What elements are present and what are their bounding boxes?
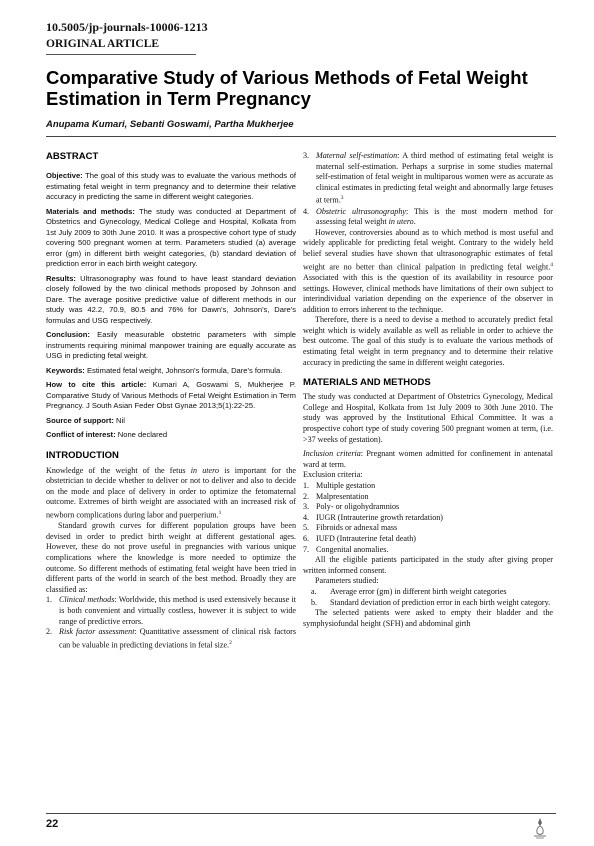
inclusion-criteria: Inclusion criteria: Pregnant women admitted for confinement in antenatal ward at term. <box>303 449 553 469</box>
list-item: b. Standard deviation of prediction error in each birth weight category. <box>311 597 551 607</box>
introduction-heading: INTRODUCTION <box>46 449 119 461</box>
methods-paragraph-3: The selected patients were asked to empty their bladder and the symphysiofundal height (SFH) and abdominal girth <box>303 608 553 628</box>
exclusion-criteria-label: Exclusion criteria: <box>303 470 363 480</box>
page-number: 22 <box>46 818 59 830</box>
article-type-rule <box>46 54 196 55</box>
list-item: a. Average error (gm) in different birth weight categories <box>311 586 507 596</box>
source-of-support: Source of support: Nil <box>46 415 125 425</box>
list-item: 2. Risk factor assessment: Quantitative assessment of clinical risk factors can be valuable in predicting deviations in fetal size.$^2$ <box>46 627 296 650</box>
list-item: 1. Multiple gestation <box>303 481 376 490</box>
intro-paragraph-4: Therefore, there is a need to devise a method to accurately predict fetal weight which is widely available as well as reliable in order to achieve the best outcome. The goal of this study is to evaluate the various methods of estimating fetal weight in term pregnancy and to determine their relative accuracy in predicting the same in different weight categories. <box>303 315 553 367</box>
abstract-materials-methods: Materials and methods: The study was conducted at Department of Obstetrics and Gynecology, Medical College and Hospital, Kolkata from 1st July 2009 to 30th June 2010. It was a prospective cohort type of study covering 500 pregnant women at term. Parameters studied (a) average error (gm) in different birth weight categories, (b) standard deviation of prediction error in each birth weight category. <box>46 206 296 268</box>
abstract-keywords: Keywords: Estimated fetal weight, Johnson's formula, Dare's formula. <box>46 365 283 375</box>
abstract-objective: Objective: The goal of this study was to evaluate the various methods of estimating fetal weight in term pregnancy and to determine their relative accuracy in predicting the same in different weight categories. <box>46 171 296 201</box>
journal-logo-icon <box>530 817 550 839</box>
method-list-right <box>303 151 553 228</box>
parameters-list <box>303 587 553 608</box>
list-item: 2. Malpresentation <box>303 491 369 501</box>
intro-paragraph-1: Knowledge of the weight of the fetus in utero is important for the obstetrician to decide whether to deliver or not to deliver and also to decide on the mode and place of delivery in order to optimize the fetomaternal outcome. Extremes of birth weight are associated with an increased risk of newborn complications during labor and puerperium.$^1$ <box>46 465 296 520</box>
methods-paragraph-1: The study was conducted at Department of Obstetrics Gynecology, Medical College and Hospital, Kolkata from 1st July 2009 to 30th June 2010. The study was approved by the Institutional Ethical Committee. It was a prospective cohort type of study covering 500 pregnant women at term, (i.e. >37 weeks of gestation). <box>303 392 553 444</box>
authors: Anupama Kumari, Sebanti Goswami, Partha Mukherjee <box>46 119 294 130</box>
list-item: 3. Poly- or oligohydramnios <box>303 502 400 512</box>
list-item: 4. Obstetric ultrasonography: This is the most modern method for assessing fetal weight in utero. <box>303 206 553 227</box>
list-item: 3. Maternal self-estimation: A third method of estimating fetal weight is maternal self-estimation. Perhaps a surprise in some studies maternal self-estimation of fetal weight in multiparous women were as accurate as clinical estimates in predicting fetal weight and abnormally large fetuses at term.$^3$ <box>303 151 553 206</box>
list-item: 1. Clinical methods: Worldwide, this method is used extensively because it is both convenient and virtually costless, however it is subject to wide range of predictive errors. <box>46 595 296 626</box>
doi: 10.5005/jp-journals-10006-1213 <box>46 20 208 34</box>
intro-paragraph-2: Standard growth curves for different population groups have been devised in order to predict birth weight at different gestational ages. However, these do not prove useful in pregnancies with various unique complications where the knowledge is more needed to optimize the outcome. So different methods of estimating fetal weight have been tried in different parts of the world in search of the best method. Broadly they are classified as: <box>46 521 296 594</box>
exclusion-list <box>303 481 553 555</box>
method-list-left <box>46 595 296 651</box>
footer-rule <box>46 813 556 814</box>
abstract-heading: ABSTRACT <box>46 151 99 162</box>
list-item: 7. Congenital anomalies. <box>303 544 389 554</box>
conflict-of-interest: Conflict of interest: None declared <box>46 430 168 439</box>
header-rule <box>46 136 556 137</box>
how-to-cite: How to cite this article: Kumari A, Goswami S, Mukherjee P. Comparative Study of Various Methods of Fetal Weight Estimation in Term Pregnancy. J South Asian Feder Obst Gynae 2013;5(1):22-25. <box>46 380 296 410</box>
left-column <box>46 150 296 651</box>
abstract-conclusion: Conclusion: Easily measurable obstetric parameters with simple instruments requiring minimal manpower training are equally accurate as USG in predicting fetal weight. <box>46 330 296 360</box>
methods-paragraph-2: All the eligible patients participated in the study after giving proper written informed consent. <box>303 555 553 575</box>
list-item: 4. IUGR (Intrauterine growth retardation) <box>303 512 443 522</box>
abstract-results: Results: Ultrasonography was found to have least standard deviation closely followed by the two clinical methods proposed by Johnson and Dare. The average positive predictive value of different methods in our study was 42.2, 70.9, 80.5 and 76% for Dawn's, Johnson's, Dare's formulas and USG respectively. <box>46 273 296 325</box>
intro-paragraph-3: However, controversies abound as to which method is most useful and widely applicable for predicting fetal weight. Contrary to the widely held belief several studies have shown that ultrasonographic estimates of fetal weight are no better than clinical palpation in predicting fetal weight.$^4$ Associated with this is the question of its availability in resource poor settings. However, clinical methods have limitations of their own subject to interindividual variation depending on the experience of the observer in addition to errors inherent to the technique. <box>303 227 553 314</box>
list-item: 5. Fibroids or adnexal mass <box>303 523 398 533</box>
paper-title: Comparative Study of Various Methods of Fetal Weight Estimation in Term Pregnancy <box>46 67 528 109</box>
materials-methods-heading: MATERIALS AND METHODS <box>303 377 431 389</box>
parameters-label: Parameters studied: <box>315 576 379 586</box>
right-column <box>303 151 553 629</box>
list-item: 6. IUFD (Intrauterine fetal death) <box>303 533 417 543</box>
article-type: ORIGINAL ARTICLE <box>46 38 160 50</box>
